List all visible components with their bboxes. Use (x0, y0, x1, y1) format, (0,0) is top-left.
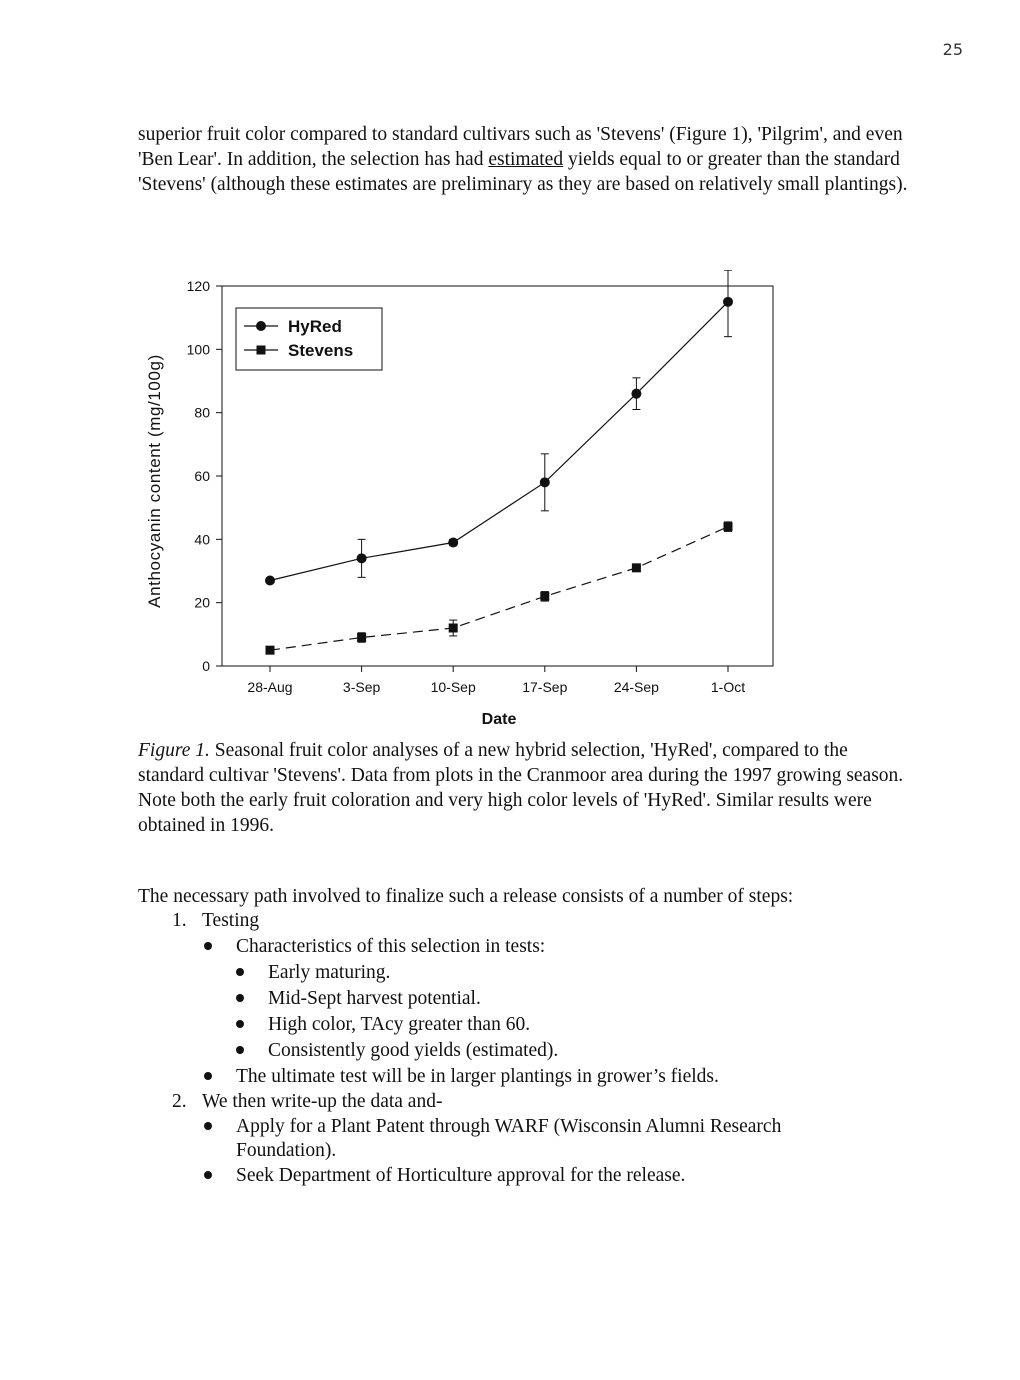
list-item (204, 934, 545, 959)
data-point-hyred (265, 576, 275, 586)
anthocyanin-chart (140, 270, 780, 740)
data-point-hyred (357, 553, 367, 563)
list-text: Early maturing. (268, 962, 391, 983)
list-number: 1. (172, 910, 187, 931)
y-tick-label: 120 (186, 278, 210, 294)
data-point-hyred (723, 297, 733, 307)
list-text: The ultimate test will be in larger plantings in grower’s fields. (236, 1066, 719, 1087)
y-tick-label: 20 (194, 594, 210, 611)
y-axis-title: Anthocyanin content (mg/100g) (145, 354, 164, 608)
intro-paragraph (138, 122, 908, 197)
bullet-icon (236, 968, 244, 976)
list-text: Seek Department of Horticulture approval for the release. (236, 1165, 686, 1186)
x-axis-title: Date (481, 711, 517, 728)
list-text: Testing (202, 910, 260, 931)
steps-intro: The necessary path involved to finalize such a release consists of a number of steps: (138, 886, 794, 907)
data-point-stevens (632, 563, 641, 572)
list-text: Mid-Sept harvest potential. (268, 988, 481, 1009)
bullet-icon (204, 942, 212, 950)
x-tick-label: 10-Sep (430, 679, 476, 695)
data-point-stevens (540, 592, 549, 601)
intro-text-1: superior fruit color compared to standard cultivars such as 'Stevens' (Figure 1), 'Pilgrim', and even 'Ben Lear'. In addition, the selection has had (138, 124, 903, 170)
x-tick-label: 17-Sep (522, 679, 568, 695)
list-text: We then write-up the data and- (202, 1091, 443, 1112)
data-point-hyred (448, 538, 458, 548)
legend-marker (257, 346, 266, 355)
figure-caption (138, 738, 908, 838)
list-item (204, 1114, 781, 1139)
y-tick-label: 40 (194, 531, 210, 548)
list-item (172, 908, 259, 933)
x-tick-label: 28-Aug (247, 679, 293, 695)
series-line-stevens (270, 527, 728, 651)
legend-label: HyRed (288, 317, 342, 336)
x-tick-label: 24-Sep (613, 679, 659, 695)
figure-label: Figure 1. (138, 740, 210, 761)
legend-marker (256, 321, 266, 331)
x-tick-label: 1-Oct (710, 679, 746, 695)
list-item (204, 1064, 719, 1089)
data-point-hyred (540, 477, 550, 487)
data-point-stevens (357, 633, 366, 642)
list-text: Consistently good yields (estimated). (268, 1040, 559, 1061)
list-text: Characteristics of this selection in tests: (236, 936, 546, 957)
list-item (204, 1163, 685, 1188)
list-item (236, 1012, 530, 1037)
legend-label: Stevens (288, 341, 354, 360)
list-text: Apply for a Plant Patent through WARF (Wisconsin Alumni Research (236, 1116, 782, 1137)
bullet-icon (236, 1046, 244, 1054)
list-item (236, 986, 481, 1011)
intro-text-2: yields equal to or greater than the standard 'Stevens' (although these estimates are preliminary as they are based on relatively small plantings). (138, 149, 908, 195)
data-point-stevens (724, 522, 733, 531)
y-tick-label: 100 (186, 341, 210, 358)
y-tick-label: 0 (202, 658, 210, 674)
caption-text: Seasonal fruit color analyses of a new hybrid selection, 'HyRed', compared to the standard cultivar 'Stevens'. Data from plots in the Cranmoor area during the 1997 growing season. Note both the early fruit coloration and very high color levels of 'HyRed'. Similar results were obtained in 1996. (138, 740, 904, 836)
list-item (172, 1089, 442, 1114)
bullet-icon (204, 1072, 212, 1080)
list-number: 2. (172, 1091, 187, 1112)
chart-legend (236, 308, 382, 370)
bullet-icon (204, 1122, 212, 1130)
list-item-continuation: Foundation). (236, 1140, 337, 1161)
list-text: High color, TAcy greater than 60. (268, 1014, 531, 1035)
data-point-stevens (449, 624, 458, 633)
data-point-stevens (266, 646, 275, 655)
page-number: 25 (942, 40, 963, 59)
x-tick-label: 3-Sep (342, 679, 381, 695)
intro-underlined-word: estimated (488, 149, 564, 170)
bullet-icon (204, 1171, 212, 1179)
bullet-icon (236, 994, 244, 1002)
y-tick-label: 60 (194, 468, 210, 484)
bullet-icon (236, 1020, 244, 1028)
list-item (236, 1038, 558, 1063)
data-point-hyred (631, 389, 641, 399)
list-item (236, 960, 390, 985)
y-tick-label: 80 (194, 404, 210, 421)
